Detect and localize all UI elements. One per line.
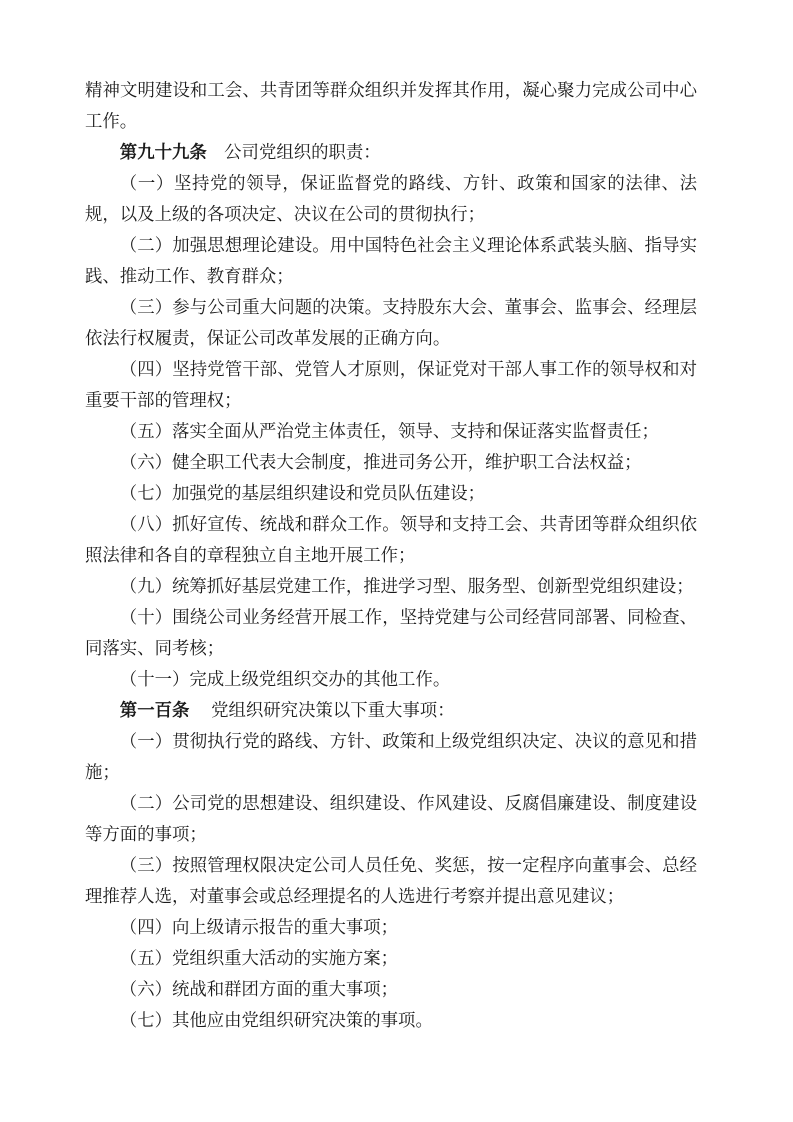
body-paragraph xyxy=(85,478,697,509)
body-paragraph xyxy=(85,75,697,137)
paragraph-text: （四）向上级请示报告的重大事项； xyxy=(119,917,399,937)
body-paragraph xyxy=(85,168,697,230)
paragraph-text: （五）党组织重大活动的实施方案； xyxy=(119,948,399,968)
paragraph-text: （二）加强思想理论建设。用中国特色社会主义理论体系武装头脑、指导实践、推动工作、教育群众； xyxy=(85,235,697,286)
paragraph-text: （九）统筹抓好基层党建工作，推进学习型、服务型、创新型党组织建设； xyxy=(119,576,694,596)
body-paragraph xyxy=(85,912,697,943)
paragraph-text: 党组织研究决策以下重大事项： xyxy=(189,700,455,720)
body-paragraph xyxy=(85,850,697,912)
paragraph-text: （七）其他应由党组织研究决策的事项。 xyxy=(119,1010,433,1030)
paragraph-text: 公司党组织的职责： xyxy=(206,142,381,162)
paragraph-text: （一）坚持党的领导，保证监督党的路线、方针、政策和国家的法律、法规，以及上级的各项决定、决议在公司的贯彻执行； xyxy=(85,173,697,224)
body-paragraph xyxy=(85,447,697,478)
body-paragraph xyxy=(85,354,697,416)
body-paragraph xyxy=(85,788,697,850)
paragraph-text: （一）贯彻执行党的路线、方针、政策和上级党组织决定、决议的意见和措施； xyxy=(85,731,697,782)
article-heading-paragraph xyxy=(85,137,697,168)
body-paragraph xyxy=(85,726,697,788)
paragraph-text: （三）参与公司重大问题的决策。支持股东大会、董事会、监事会、经理层依法行权履责，保证公司改革发展的正确方向。 xyxy=(85,297,697,348)
paragraph-text: （十一）完成上级党组织交办的其他工作。 xyxy=(119,669,451,689)
body-paragraph xyxy=(85,292,697,354)
body-paragraph xyxy=(85,943,697,974)
paragraph-text: （八）抓好宣传、统战和群众工作。领导和支持工会、共青团等群众组织依照法律和各自的章程独立自主地开展工作； xyxy=(85,514,697,565)
body-paragraph xyxy=(85,602,697,664)
document-body xyxy=(85,75,697,1036)
body-paragraph xyxy=(85,230,697,292)
body-paragraph xyxy=(85,974,697,1005)
paragraph-text: （三）按照管理权限决定公司人员任免、奖惩，按一定程序向董事会、总经理推荐人选，对董事会或总经理提名的人选进行考察并提出意见建议； xyxy=(85,855,697,906)
paragraph-text: （四）坚持党管干部、党管人才原则，保证党对干部人事工作的领导权和对重要干部的管理权； xyxy=(85,359,697,410)
body-paragraph xyxy=(85,1005,697,1036)
paragraph-text: 精神文明建设和工会、共青团等群众组织并发挥其作用，凝心聚力完成公司中心工作。 xyxy=(85,80,697,131)
article-number: 第九十九条 xyxy=(119,142,207,162)
paragraph-text: （六）统战和群团方面的重大事项； xyxy=(119,979,399,999)
paragraph-text: （二）公司党的思想建设、组织建设、作风建设、反腐倡廉建设、制度建设等方面的事项； xyxy=(85,793,697,844)
paragraph-text: （五）落实全面从严治党主体责任，领导、支持和保证落实监督责任； xyxy=(119,421,659,441)
paragraph-text: （六）健全职工代表大会制度，推进司务公开，维护职工合法权益； xyxy=(119,452,642,472)
body-paragraph xyxy=(85,571,697,602)
paragraph-text: （七）加强党的基层组织建设和党员队伍建设； xyxy=(119,483,486,503)
article-number: 第一百条 xyxy=(119,700,190,720)
body-paragraph xyxy=(85,664,697,695)
article-heading-paragraph xyxy=(85,695,697,726)
body-paragraph xyxy=(85,416,697,447)
body-paragraph xyxy=(85,509,697,571)
paragraph-text: （十）围绕公司业务经营开展工作，坚持党建与公司经营同部署、同检查、同落实、同考核； xyxy=(85,607,697,658)
